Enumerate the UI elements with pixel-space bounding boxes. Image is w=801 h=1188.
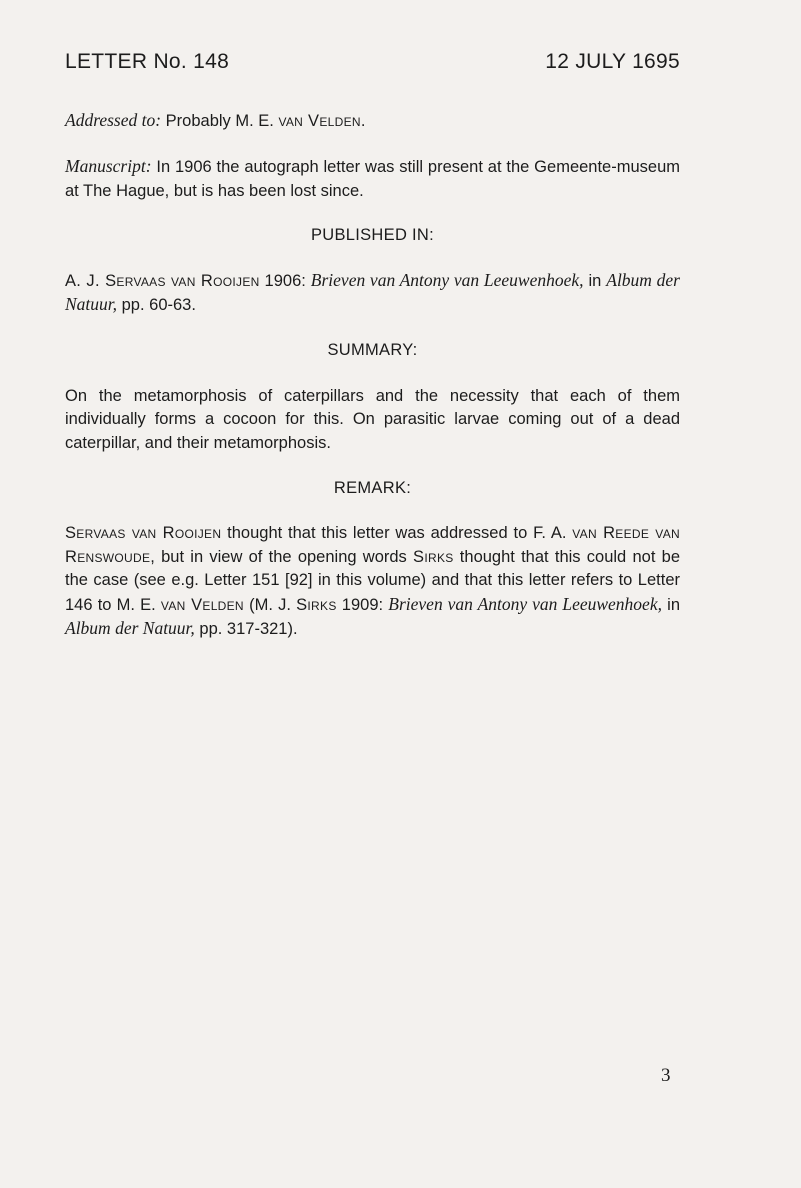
addressed-text: Probably M. E.	[161, 112, 279, 130]
remark-text-2: , but in view of the opening words	[150, 547, 414, 566]
remark-heading: REMARK:	[333, 479, 412, 498]
remark-album: Album der Natuur,	[65, 618, 195, 639]
remark-text-5: 1909:	[336, 595, 389, 614]
published-album: Album der Natuur,	[65, 269, 680, 315]
remark-author-5: Sirks	[296, 595, 337, 614]
remark-title: Brieven van Antony van Leeuwenhoek,	[388, 593, 662, 614]
page-number: 3	[661, 1065, 671, 1086]
manuscript-paragraph	[65, 155, 680, 203]
remark-author-4: van Velden	[160, 595, 244, 614]
published-paragraph	[65, 269, 680, 318]
remark-author-3: Sirks	[413, 547, 454, 566]
published-title: Brieven van Antony van Leeuwenhoek,	[310, 269, 584, 290]
letter-number: LETTER No. 148	[65, 50, 230, 73]
remark-text-3: thought that this could not be the case (see e.g. Letter 151 [92] in this volume) and that this letter refers to Letter 146 to M. E.	[65, 547, 680, 614]
remark-text-1: thought that this letter was addressed to F. A.	[221, 524, 573, 543]
published-in: in	[583, 271, 607, 290]
summary-paragraph: On the metamorphosis of caterpillars and the necessity that each of them individually forms a cocoon for this. On parasitic larvae coming out of a dead caterpillar, and their metamorphosis.	[65, 386, 680, 452]
letter-date: 12 JULY 1695	[545, 50, 680, 73]
manuscript-label: Manuscript:	[65, 156, 152, 177]
addressed-label: Addressed to:	[65, 110, 162, 130]
remark-text-6: in	[661, 595, 681, 614]
remark-text-4: (M. J.	[243, 595, 297, 614]
addressed-name: van Velden	[278, 112, 361, 130]
published-year: 1906:	[259, 271, 311, 290]
published-heading: PUBLISHED IN:	[310, 226, 435, 245]
addressed-end: .	[360, 112, 366, 130]
published-author: A. J. Servaas van Rooijen	[65, 271, 260, 290]
remark-text-7: pp. 317-321).	[194, 620, 298, 639]
remark-author-2: van Reede van Renswoude	[65, 524, 680, 566]
manuscript-text: In 1906 the autograph letter was still present at the Gemeente-museum at The Hague, but is has been lost since.	[65, 158, 680, 200]
summary-heading: SUMMARY:	[327, 341, 418, 360]
addressed-paragraph	[65, 109, 680, 133]
document-page	[65, 50, 680, 642]
running-head	[65, 50, 680, 74]
document-body	[65, 109, 680, 642]
published-pages: pp. 60-63.	[117, 296, 196, 315]
remark-paragraph	[65, 522, 680, 641]
remark-author-1: Servaas van Rooijen	[65, 524, 222, 543]
